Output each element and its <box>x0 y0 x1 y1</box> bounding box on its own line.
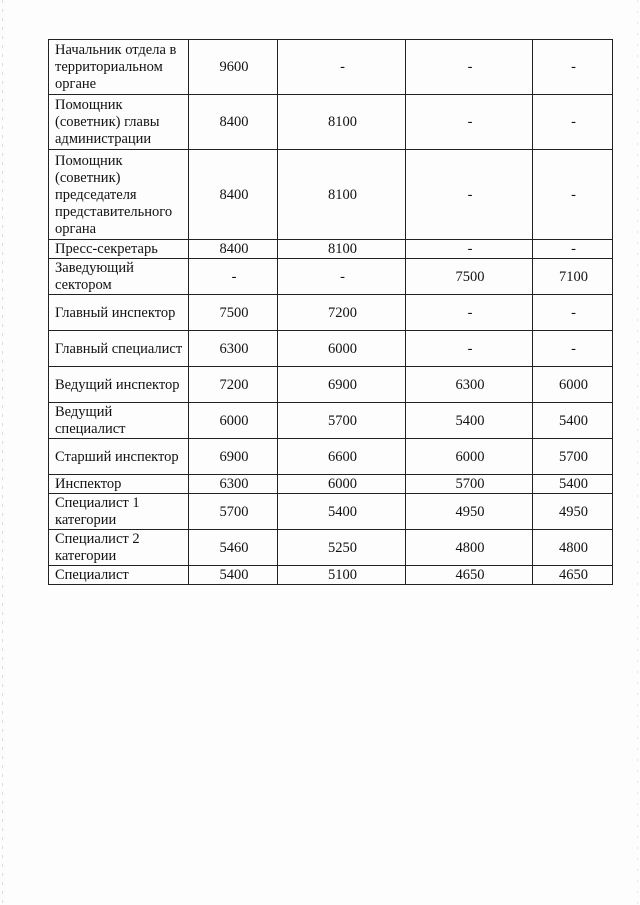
table-row <box>49 403 613 439</box>
salary-cell-1: 6000 <box>189 403 278 439</box>
salary-cell-3: - <box>406 95 533 150</box>
salary-cell-3: - <box>406 295 533 331</box>
salary-cell-4: - <box>533 95 613 150</box>
salary-cell-4: - <box>533 295 613 331</box>
table-row <box>49 40 613 95</box>
salary-cell-4: 4650 <box>533 566 613 585</box>
position-cell: Специалист 1 категории <box>49 494 189 530</box>
position-cell: Главный инспектор <box>49 295 189 331</box>
salary-cell-2: 6000 <box>278 331 406 367</box>
position-cell: Начальник отдела в территориальном органе <box>49 40 189 95</box>
salary-cell-2: 8100 <box>278 95 406 150</box>
salary-cell-4: 4800 <box>533 530 613 566</box>
salary-cell-3: 5400 <box>406 403 533 439</box>
salary-cell-3: - <box>406 331 533 367</box>
salary-cell-4: 6000 <box>533 367 613 403</box>
salary-cell-2: - <box>278 40 406 95</box>
salary-cell-3: 6000 <box>406 439 533 475</box>
position-cell: Ведущий инспектор <box>49 367 189 403</box>
position-cell: Старший инспектор <box>49 439 189 475</box>
salary-cell-1: 5700 <box>189 494 278 530</box>
scan-edge-left <box>2 0 3 905</box>
salary-cell-2: 8100 <box>278 150 406 240</box>
table-row <box>49 475 613 494</box>
table-row <box>49 494 613 530</box>
salary-cell-2: 8100 <box>278 240 406 259</box>
position-cell: Пресс-секретарь <box>49 240 189 259</box>
salary-cell-2: 7200 <box>278 295 406 331</box>
table-row <box>49 367 613 403</box>
salary-cell-1: - <box>189 259 278 295</box>
salary-cell-1: 5460 <box>189 530 278 566</box>
salary-cell-3: 4650 <box>406 566 533 585</box>
salary-cell-2: - <box>278 259 406 295</box>
salary-cell-3: 6300 <box>406 367 533 403</box>
salary-cell-3: - <box>406 150 533 240</box>
salary-cell-2: 6600 <box>278 439 406 475</box>
salary-cell-3: - <box>406 40 533 95</box>
salary-cell-4: 4950 <box>533 494 613 530</box>
salary-table <box>48 39 613 585</box>
position-cell: Инспектор <box>49 475 189 494</box>
scan-edge-right <box>637 0 638 905</box>
salary-cell-4: - <box>533 331 613 367</box>
salary-cell-2: 6900 <box>278 367 406 403</box>
position-cell: Ведущий специалист <box>49 403 189 439</box>
salary-cell-1: 8400 <box>189 95 278 150</box>
salary-cell-2: 5700 <box>278 403 406 439</box>
salary-cell-2: 6000 <box>278 475 406 494</box>
table-row <box>49 95 613 150</box>
salary-cell-4: 5700 <box>533 439 613 475</box>
salary-cell-4: - <box>533 150 613 240</box>
table-row <box>49 530 613 566</box>
salary-cell-3: 4800 <box>406 530 533 566</box>
salary-cell-4: - <box>533 40 613 95</box>
table-row <box>49 259 613 295</box>
position-cell: Специалист 2 категории <box>49 530 189 566</box>
salary-cell-3: - <box>406 240 533 259</box>
salary-cell-1: 7200 <box>189 367 278 403</box>
salary-cell-1: 8400 <box>189 150 278 240</box>
salary-cell-1: 5400 <box>189 566 278 585</box>
salary-cell-2: 5100 <box>278 566 406 585</box>
salary-cell-1: 9600 <box>189 40 278 95</box>
position-cell: Специалист <box>49 566 189 585</box>
position-cell: Главный специалист <box>49 331 189 367</box>
table-row <box>49 331 613 367</box>
table-row <box>49 240 613 259</box>
table-row <box>49 566 613 585</box>
salary-cell-2: 5400 <box>278 494 406 530</box>
salary-cell-1: 6900 <box>189 439 278 475</box>
salary-cell-3: 5700 <box>406 475 533 494</box>
salary-cell-3: 4950 <box>406 494 533 530</box>
salary-cell-1: 6300 <box>189 331 278 367</box>
position-cell: Помощник (советник) главы администрации <box>49 95 189 150</box>
position-cell: Помощник (советник) председателя представительного органа <box>49 150 189 240</box>
salary-cell-4: 7100 <box>533 259 613 295</box>
table-row <box>49 150 613 240</box>
position-cell: Заведующий сектором <box>49 259 189 295</box>
salary-cell-4: - <box>533 240 613 259</box>
table-row <box>49 439 613 475</box>
table-row <box>49 295 613 331</box>
salary-cell-1: 8400 <box>189 240 278 259</box>
salary-cell-1: 7500 <box>189 295 278 331</box>
salary-cell-1: 6300 <box>189 475 278 494</box>
salary-cell-2: 5250 <box>278 530 406 566</box>
salary-cell-3: 7500 <box>406 259 533 295</box>
salary-cell-4: 5400 <box>533 475 613 494</box>
salary-cell-4: 5400 <box>533 403 613 439</box>
